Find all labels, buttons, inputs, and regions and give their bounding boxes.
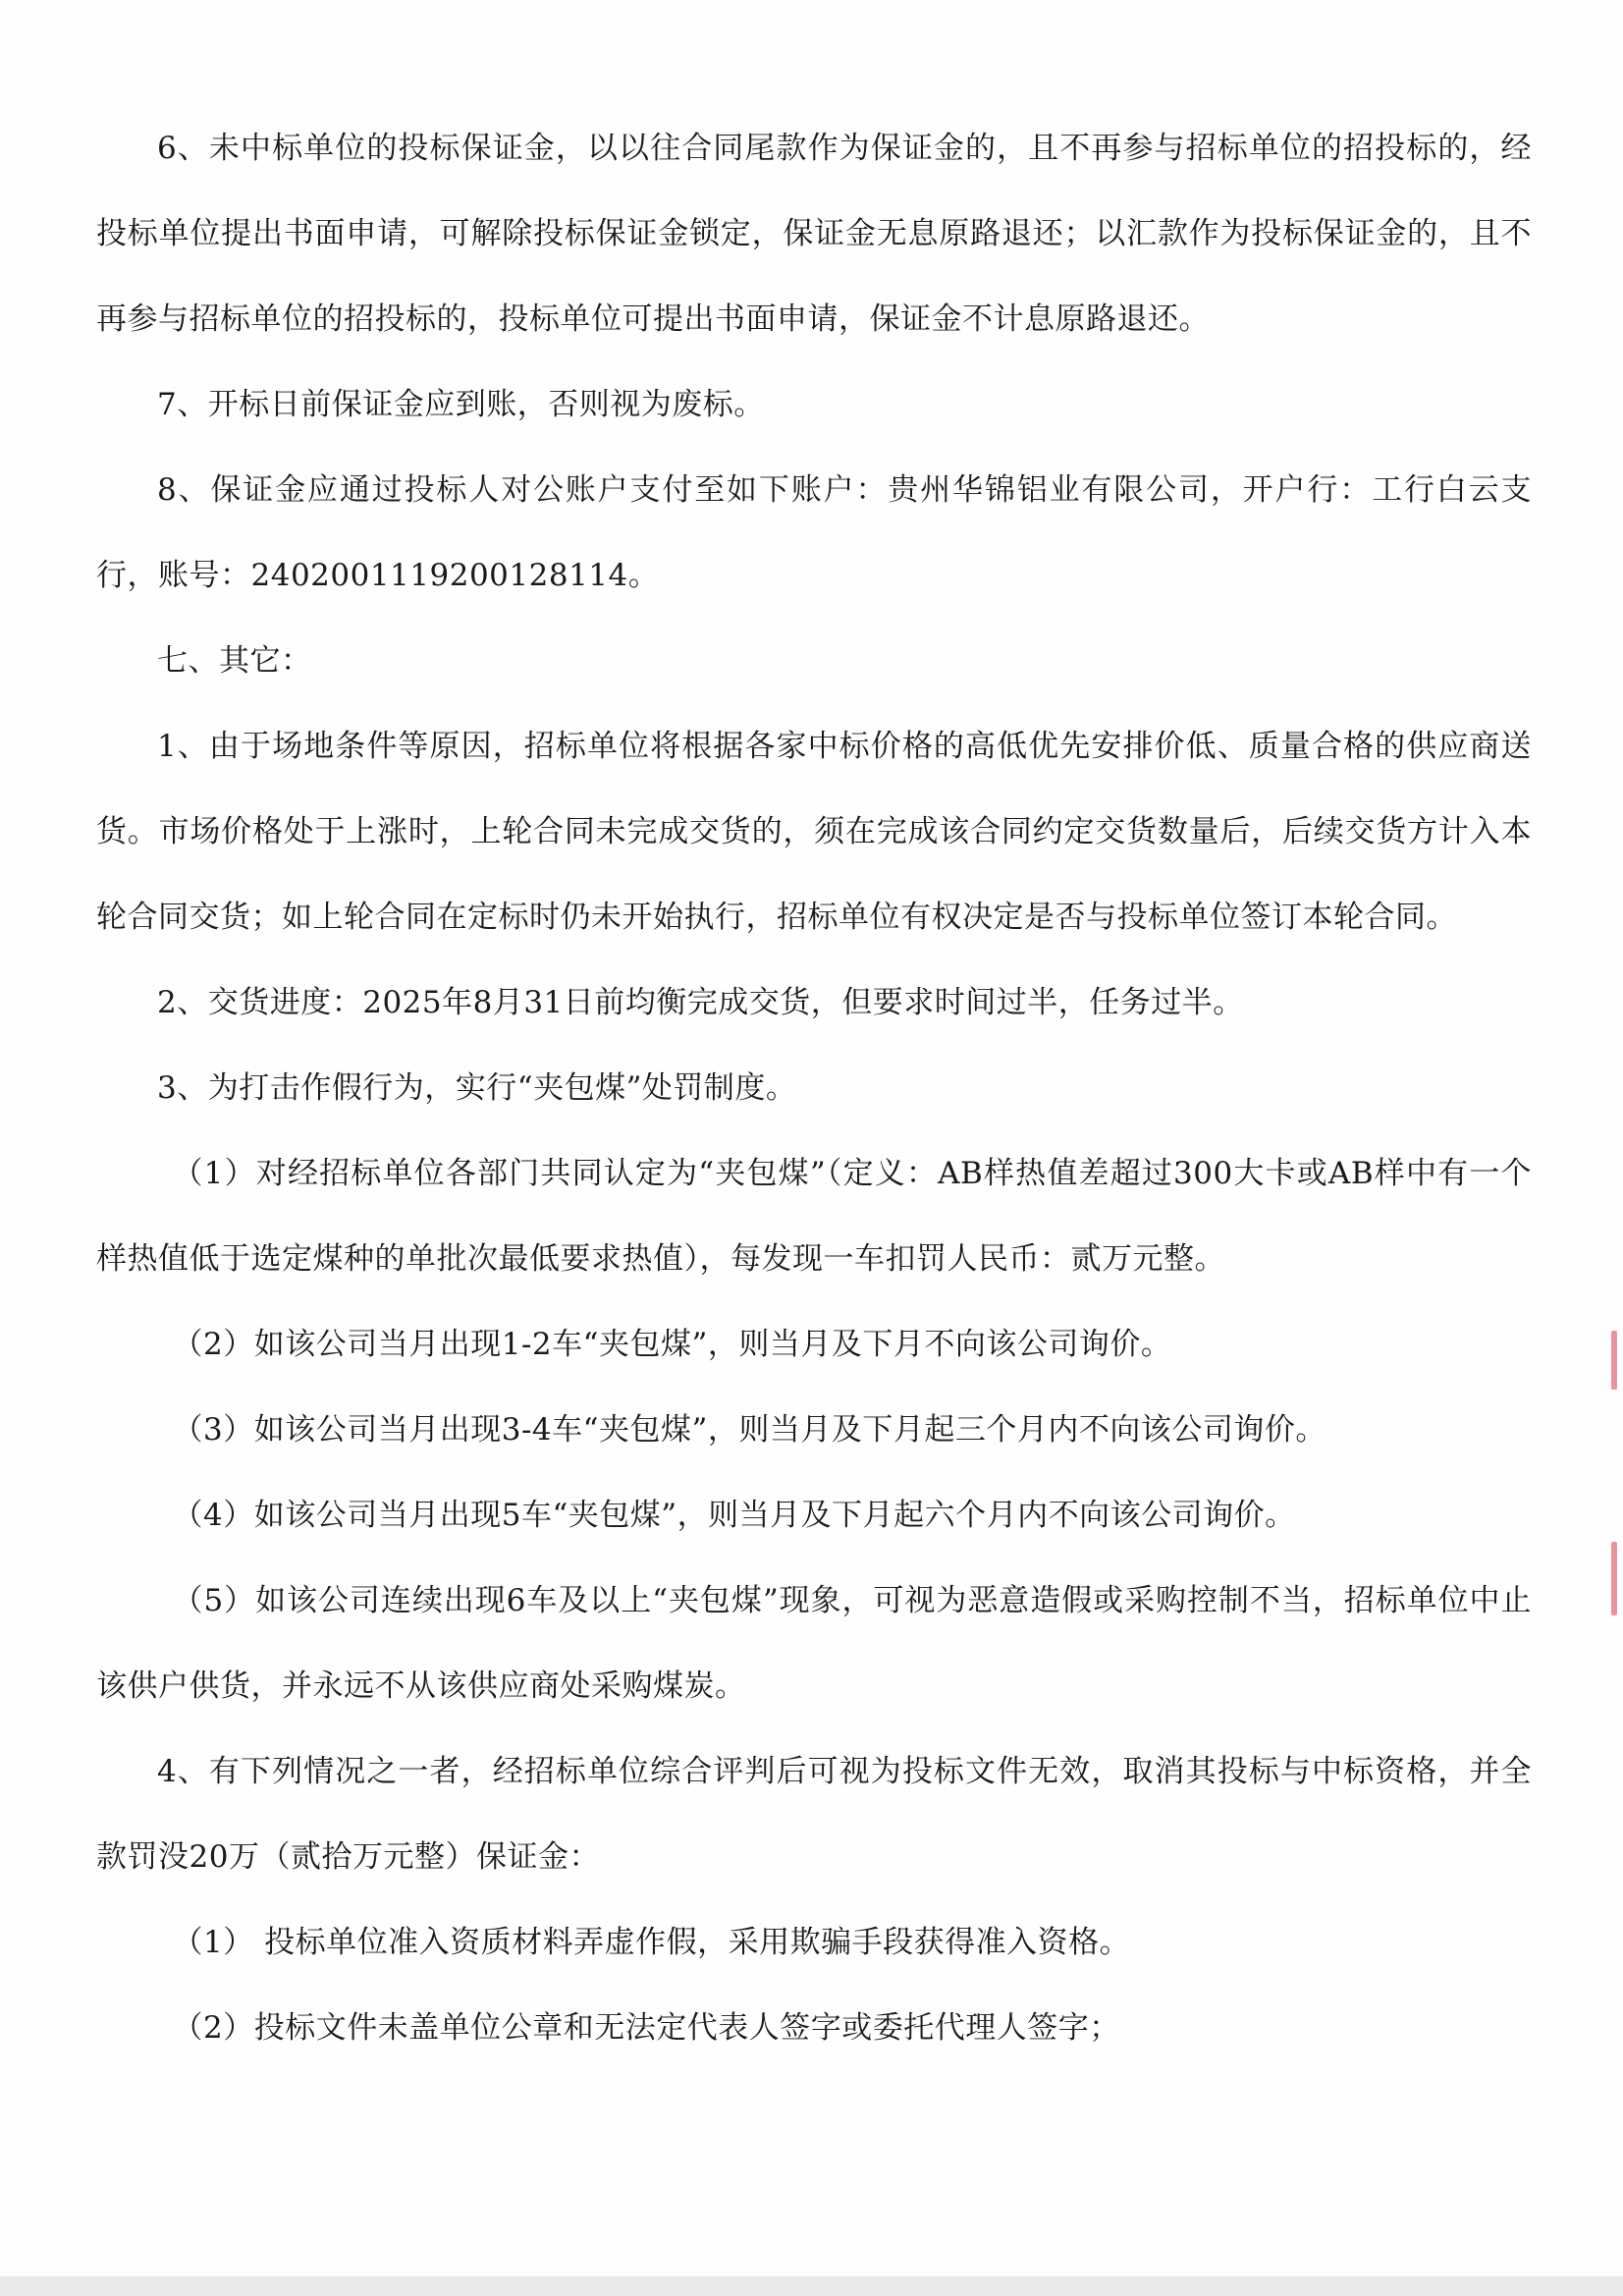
- paragraph-invalid-item-2: （2）投标文件未盖单位公章和无法定代表人签字或委托代理人签字；: [172, 2010, 1120, 2046]
- paragraph-invalid-bid: 4、有下列情况之一者，经招标单位综合评判后可视为投标文件无效，取消其投标与中标资格，并全款罚没20万（贰拾万元整）保证金：: [96, 1754, 1532, 1875]
- paragraph-invalid-item-1: （1） 投标单位准入资质材料弄虚作假，采用欺骗手段获得准入资格。: [172, 1925, 1131, 1960]
- section-heading-other: 七、其它：: [157, 643, 312, 679]
- paragraph-deposit-refund: 6、未中标单位的投标保证金，以以往合同尾款作为保证金的，且不再参与招标单位的招投标的，经投标单位提出书面申请，可解除投标保证金锁定，保证金无息原路退还；以汇款作为投标保证金的，且不再参与招标单位的招投标的，投标单位可提出书面申请，保证金不计息原路退还。: [96, 131, 1532, 337]
- paragraph-delivery-schedule: 2、交货进度：2025年8月31日前均衡完成交货，但要求时间过半，任务过半。: [157, 985, 1244, 1020]
- seal-edge-mark: [1611, 1331, 1617, 1390]
- paragraph-penalty-item-5: （5）如该公司连续出现6车及以上“夹包煤”现象，可视为恶意造假或采购控制不当，招标单位中止该供户供货，并永远不从该供应商处采购煤炭。: [96, 1583, 1532, 1704]
- seal-edge-mark: [1611, 1542, 1617, 1615]
- paragraph-deposit-account: 8、保证金应通过投标人对公账户支付至如下账户：贵州华锦铝业有限公司，开户行：工行白云支行，账号：2402001119200128114。: [96, 472, 1532, 593]
- paragraph-delivery-priority: 1、由于场地条件等原因，招标单位将根据各家中标价格的高低优先安排价低、质量合格的供应商送货。市场价格处于上涨时，上轮合同未完成交货的，须在完成该合同约定交货数量后，后续交货方计入本轮合同交货；如上轮合同在定标时仍未开始执行，招标单位有权决定是否与投标单位签订本轮合同。: [96, 729, 1532, 935]
- document-body: [96, 106, 1532, 2071]
- scan-bottom-edge: [0, 2276, 1623, 2296]
- paragraph-penalty-item-3: （3）如该公司当月出现3-4车“夹包煤”，则当月及下月起三个月内不向该公司询价。: [172, 1412, 1326, 1448]
- paragraph-penalty-item-1: （1）对经招标单位各部门共同认定为“夹包煤”（定义：AB样热值差超过300大卡或AB样中有一个样热值低于选定煤种的单批次最低要求热值），每发现一车扣罚人民币：贰万元整。: [96, 1156, 1532, 1277]
- paragraph-penalty-item-2: （2）如该公司当月出现1-2车“夹包煤”，则当月及下月不向该公司询价。: [172, 1327, 1172, 1362]
- paragraph-penalty-system: 3、为打击作假行为，实行“夹包煤”处罚制度。: [157, 1070, 797, 1106]
- paragraph-deposit-deadline: 7、开标日前保证金应到账，否则视为废标。: [157, 387, 765, 422]
- paragraph-penalty-item-4: （4）如该公司当月出现5车“夹包煤”，则当月及下月起六个月内不向该公司询价。: [172, 1498, 1296, 1533]
